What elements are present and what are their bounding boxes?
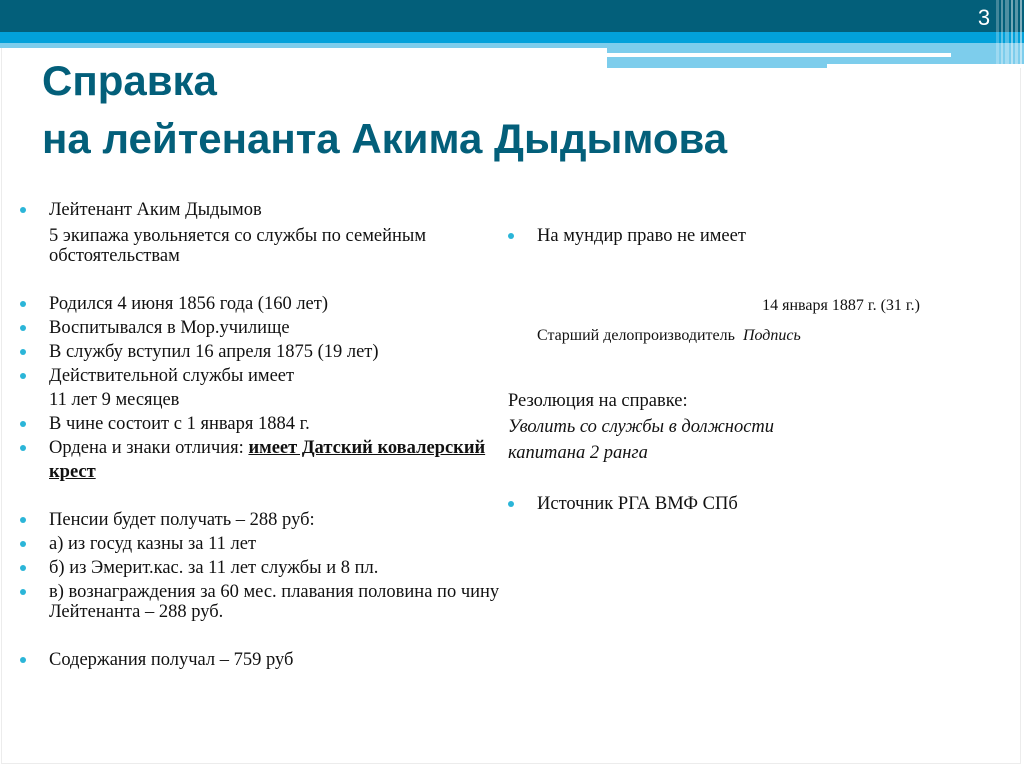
uniform-text: На мундир право не имеет: [537, 226, 746, 246]
bullet-icon: [20, 207, 26, 213]
title-line-2: на лейтенанта Акима Дыдымова: [42, 115, 728, 162]
list-item: [20, 508, 500, 532]
item-text: Родился 4 июня 1856 года (160 лет): [49, 294, 329, 314]
bullet-icon: [20, 349, 26, 355]
list-item: [20, 340, 500, 364]
item-text: Содержания получал – 759 руб: [49, 650, 294, 670]
item-text: В службу вступил 16 апреля 1875 (19 лет): [49, 342, 379, 362]
resolution-text-line-2: капитана 2 ранга: [508, 443, 648, 463]
list-item: [508, 224, 948, 248]
signature-line: [508, 324, 948, 348]
item-text: Пенсии будет получать – 288 руб:: [49, 510, 315, 530]
left-column: [20, 198, 500, 672]
item-text: В чине состоит с 1 января 1884 г.: [49, 414, 310, 434]
title-line-1: Справка: [42, 57, 217, 104]
item-text: Действительной службы имеет: [49, 366, 295, 386]
resolution-label: Резолюция на справке:: [508, 391, 688, 411]
list-item: [20, 198, 500, 222]
bullet-icon: [20, 565, 26, 571]
item-text: 5 экипажа увольняется со службы по семейным обстоятельствам: [49, 226, 427, 266]
right-column: [508, 198, 948, 516]
bullet-icon: [508, 501, 514, 507]
bullet-icon: [20, 657, 26, 663]
bullet-icon: [20, 517, 26, 523]
list-item: [20, 532, 500, 556]
awards-value: имеет Датский ковалерский крест: [49, 438, 486, 482]
item-text: [49, 436, 500, 484]
slide-title: [42, 52, 942, 168]
item-text: а) из госуд казны за 11 лет: [49, 534, 257, 554]
bullet-icon: [20, 325, 26, 331]
document-date: 14 января 1887 г. (31 г.): [762, 297, 920, 314]
item-text: Воспитывался в Мор.училище: [49, 318, 290, 338]
header-vertical-stripes: [996, 0, 1024, 68]
bullet-icon: [20, 445, 26, 451]
list-item: [20, 364, 500, 388]
list-item: [20, 556, 500, 580]
slide-number: 3: [977, 5, 991, 30]
bullet-icon: [508, 233, 514, 239]
resolution-block: [508, 388, 948, 466]
bullet-icon: [20, 373, 26, 379]
bullet-icon: [20, 541, 26, 547]
list-item-continuation: [20, 388, 500, 412]
bullet-icon: [20, 421, 26, 427]
header-light-bar-left: [0, 43, 607, 48]
list-item: [20, 648, 500, 672]
signature: Подпись: [742, 327, 801, 344]
bullet-icon: [20, 589, 26, 595]
resolution-text-line-1: Уволить со службы в должности: [508, 417, 775, 437]
list-item: [20, 292, 500, 316]
signer-title: Старший делопроизводитель: [537, 327, 735, 344]
list-item: [20, 316, 500, 340]
list-item: [508, 492, 948, 516]
awards-label: Ордена и знаки отличия:: [49, 438, 249, 458]
list-item: [20, 436, 500, 484]
header-blue-bar: [0, 32, 1024, 43]
item-text: в) вознаграждения за 60 мес. плавания половина по чину Лейтенанта – 288 руб.: [49, 582, 500, 622]
source-text: Источник РГА ВМФ СПб: [537, 494, 738, 514]
item-text: б) из Эмерит.кас. за 11 лет службы и 8 пл.: [49, 558, 379, 578]
list-item: [20, 580, 500, 622]
list-item: [20, 412, 500, 436]
bullet-icon: [20, 301, 26, 307]
item-text: 11 лет 9 месяцев: [49, 390, 180, 410]
item-text: Лейтенант Аким Дыдымов: [49, 200, 262, 220]
list-item-continuation: [20, 226, 500, 266]
header-dark-bar: [0, 0, 1024, 32]
